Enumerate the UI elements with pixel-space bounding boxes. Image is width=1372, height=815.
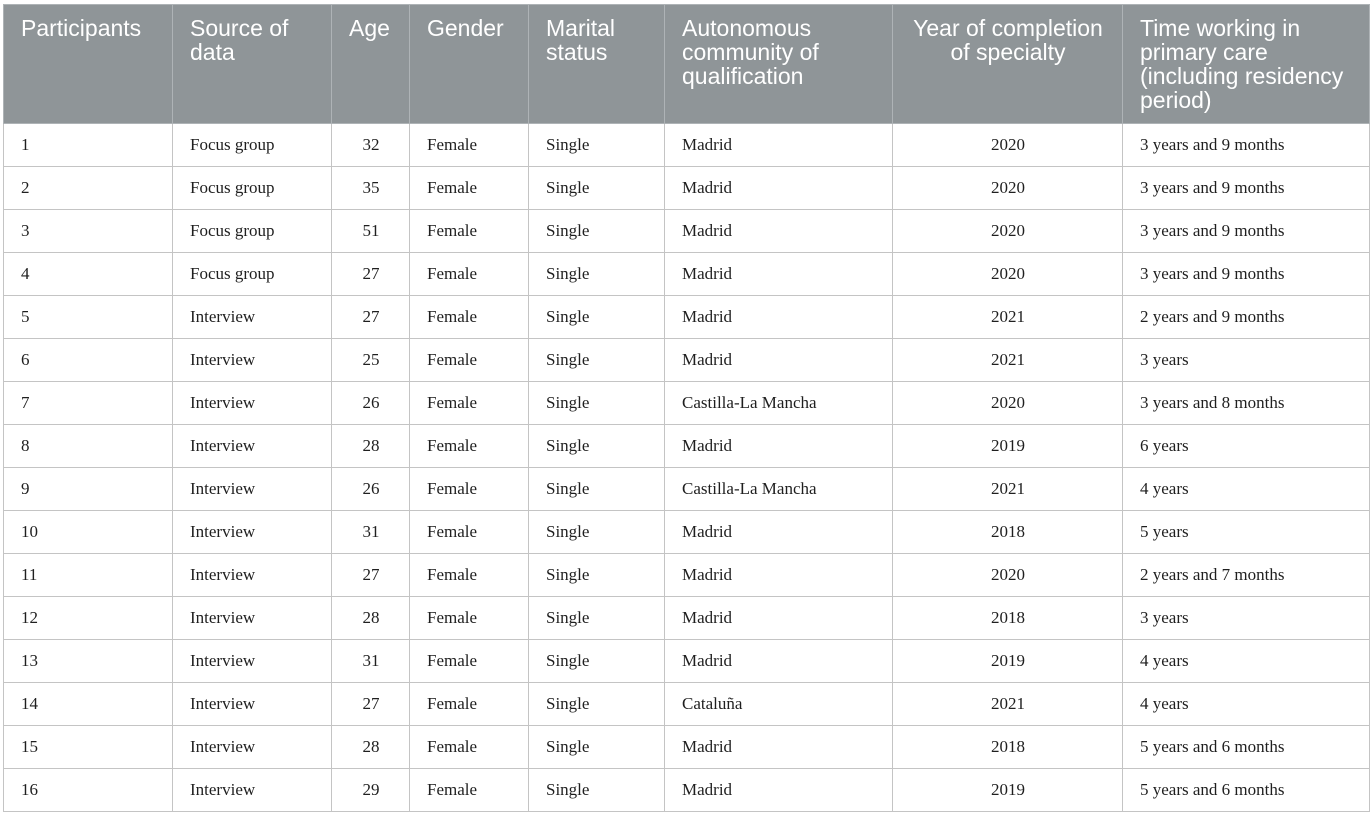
community-cell: Madrid [665, 296, 893, 339]
community-cell: Madrid [665, 511, 893, 554]
age-cell: 27 [332, 296, 410, 339]
table-row [4, 640, 1370, 683]
source-cell: Focus group [173, 210, 332, 253]
participant-cell: 6 [4, 339, 173, 382]
gender-cell: Female [410, 425, 529, 468]
time-working-cell: 2 years and 7 months [1123, 554, 1370, 597]
header-gender: Gender [410, 5, 529, 124]
marital-status-cell: Single [529, 511, 665, 554]
participant-cell: 12 [4, 597, 173, 640]
gender-cell: Female [410, 683, 529, 726]
marital-status-cell: Single [529, 296, 665, 339]
community-cell: Castilla-La Mancha [665, 468, 893, 511]
marital-status-cell: Single [529, 339, 665, 382]
participant-cell: 9 [4, 468, 173, 511]
marital-status-cell: Single [529, 554, 665, 597]
source-cell: Interview [173, 296, 332, 339]
source-cell: Interview [173, 468, 332, 511]
age-cell: 28 [332, 597, 410, 640]
time-working-cell: 4 years [1123, 683, 1370, 726]
age-cell: 27 [332, 253, 410, 296]
table-header [4, 5, 1370, 124]
marital-status-cell: Single [529, 468, 665, 511]
year-cell: 2019 [893, 425, 1123, 468]
table-row [4, 382, 1370, 425]
age-cell: 26 [332, 382, 410, 425]
table-row [4, 296, 1370, 339]
community-cell: Madrid [665, 554, 893, 597]
time-working-cell: 5 years and 6 months [1123, 726, 1370, 769]
participant-cell: 14 [4, 683, 173, 726]
gender-cell: Female [410, 210, 529, 253]
table-row [4, 253, 1370, 296]
gender-cell: Female [410, 339, 529, 382]
table-row [4, 210, 1370, 253]
year-cell: 2019 [893, 640, 1123, 683]
year-cell: 2021 [893, 683, 1123, 726]
year-cell: 2020 [893, 554, 1123, 597]
table-row [4, 339, 1370, 382]
age-cell: 29 [332, 769, 410, 812]
year-cell: 2020 [893, 167, 1123, 210]
table-row [4, 726, 1370, 769]
participant-cell: 3 [4, 210, 173, 253]
header-participants: Participants [4, 5, 173, 124]
time-working-cell: 5 years and 6 months [1123, 769, 1370, 812]
year-cell: 2020 [893, 253, 1123, 296]
header-year-of-completion: Year of completion of specialty [893, 5, 1123, 124]
year-cell: 2021 [893, 468, 1123, 511]
marital-status-cell: Single [529, 210, 665, 253]
year-cell: 2018 [893, 726, 1123, 769]
source-cell: Interview [173, 511, 332, 554]
header-source-of-data: Source of data [173, 5, 332, 124]
participant-cell: 15 [4, 726, 173, 769]
gender-cell: Female [410, 554, 529, 597]
participant-cell: 5 [4, 296, 173, 339]
age-cell: 25 [332, 339, 410, 382]
header-age: Age [332, 5, 410, 124]
age-cell: 27 [332, 554, 410, 597]
age-cell: 26 [332, 468, 410, 511]
table-row [4, 769, 1370, 812]
year-cell: 2019 [893, 769, 1123, 812]
source-cell: Interview [173, 597, 332, 640]
gender-cell: Female [410, 640, 529, 683]
year-cell: 2018 [893, 597, 1123, 640]
participant-cell: 4 [4, 253, 173, 296]
participant-cell: 7 [4, 382, 173, 425]
marital-status-cell: Single [529, 425, 665, 468]
time-working-cell: 3 years and 9 months [1123, 210, 1370, 253]
gender-cell: Female [410, 253, 529, 296]
age-cell: 51 [332, 210, 410, 253]
age-cell: 31 [332, 511, 410, 554]
participant-cell: 10 [4, 511, 173, 554]
marital-status-cell: Single [529, 597, 665, 640]
source-cell: Interview [173, 554, 332, 597]
age-cell: 35 [332, 167, 410, 210]
community-cell: Cataluña [665, 683, 893, 726]
marital-status-cell: Single [529, 253, 665, 296]
community-cell: Madrid [665, 167, 893, 210]
time-working-cell: 3 years and 9 months [1123, 124, 1370, 167]
table-row [4, 597, 1370, 640]
participant-cell: 11 [4, 554, 173, 597]
source-cell: Interview [173, 683, 332, 726]
year-cell: 2020 [893, 210, 1123, 253]
header-row [4, 5, 1370, 124]
participant-cell: 8 [4, 425, 173, 468]
age-cell: 28 [332, 726, 410, 769]
participant-cell: 16 [4, 769, 173, 812]
gender-cell: Female [410, 382, 529, 425]
gender-cell: Female [410, 167, 529, 210]
time-working-cell: 3 years [1123, 339, 1370, 382]
time-working-cell: 3 years [1123, 597, 1370, 640]
header-time-working: Time working in primary care (including residency period) [1123, 5, 1370, 124]
participant-cell: 1 [4, 124, 173, 167]
table-row [4, 683, 1370, 726]
marital-status-cell: Single [529, 726, 665, 769]
community-cell: Madrid [665, 210, 893, 253]
community-cell: Madrid [665, 124, 893, 167]
time-working-cell: 4 years [1123, 468, 1370, 511]
gender-cell: Female [410, 296, 529, 339]
year-cell: 2020 [893, 382, 1123, 425]
gender-cell: Female [410, 769, 529, 812]
community-cell: Madrid [665, 597, 893, 640]
marital-status-cell: Single [529, 382, 665, 425]
source-cell: Interview [173, 382, 332, 425]
community-cell: Madrid [665, 339, 893, 382]
marital-status-cell: Single [529, 124, 665, 167]
year-cell: 2018 [893, 511, 1123, 554]
community-cell: Madrid [665, 253, 893, 296]
community-cell: Castilla-La Mancha [665, 382, 893, 425]
marital-status-cell: Single [529, 640, 665, 683]
marital-status-cell: Single [529, 167, 665, 210]
source-cell: Interview [173, 640, 332, 683]
time-working-cell: 3 years and 8 months [1123, 382, 1370, 425]
table-row [4, 554, 1370, 597]
source-cell: Focus group [173, 124, 332, 167]
time-working-cell: 3 years and 9 months [1123, 167, 1370, 210]
marital-status-cell: Single [529, 769, 665, 812]
table-body [4, 124, 1370, 812]
time-working-cell: 4 years [1123, 640, 1370, 683]
community-cell: Madrid [665, 425, 893, 468]
gender-cell: Female [410, 511, 529, 554]
table-row [4, 167, 1370, 210]
year-cell: 2021 [893, 296, 1123, 339]
participants-table [3, 4, 1370, 812]
table-row [4, 425, 1370, 468]
age-cell: 32 [332, 124, 410, 167]
gender-cell: Female [410, 124, 529, 167]
age-cell: 27 [332, 683, 410, 726]
table-row [4, 124, 1370, 167]
marital-status-cell: Single [529, 683, 665, 726]
age-cell: 28 [332, 425, 410, 468]
gender-cell: Female [410, 726, 529, 769]
participant-cell: 13 [4, 640, 173, 683]
header-marital-status: Marital status [529, 5, 665, 124]
source-cell: Interview [173, 425, 332, 468]
gender-cell: Female [410, 597, 529, 640]
source-cell: Interview [173, 769, 332, 812]
table-row [4, 468, 1370, 511]
source-cell: Focus group [173, 167, 332, 210]
gender-cell: Female [410, 468, 529, 511]
time-working-cell: 5 years [1123, 511, 1370, 554]
source-cell: Interview [173, 726, 332, 769]
time-working-cell: 6 years [1123, 425, 1370, 468]
age-cell: 31 [332, 640, 410, 683]
participant-cell: 2 [4, 167, 173, 210]
year-cell: 2021 [893, 339, 1123, 382]
header-autonomous-community: Autonomous community of qualification [665, 5, 893, 124]
time-working-cell: 3 years and 9 months [1123, 253, 1370, 296]
year-cell: 2020 [893, 124, 1123, 167]
source-cell: Interview [173, 339, 332, 382]
table-row [4, 511, 1370, 554]
time-working-cell: 2 years and 9 months [1123, 296, 1370, 339]
community-cell: Madrid [665, 769, 893, 812]
community-cell: Madrid [665, 640, 893, 683]
source-cell: Focus group [173, 253, 332, 296]
community-cell: Madrid [665, 726, 893, 769]
